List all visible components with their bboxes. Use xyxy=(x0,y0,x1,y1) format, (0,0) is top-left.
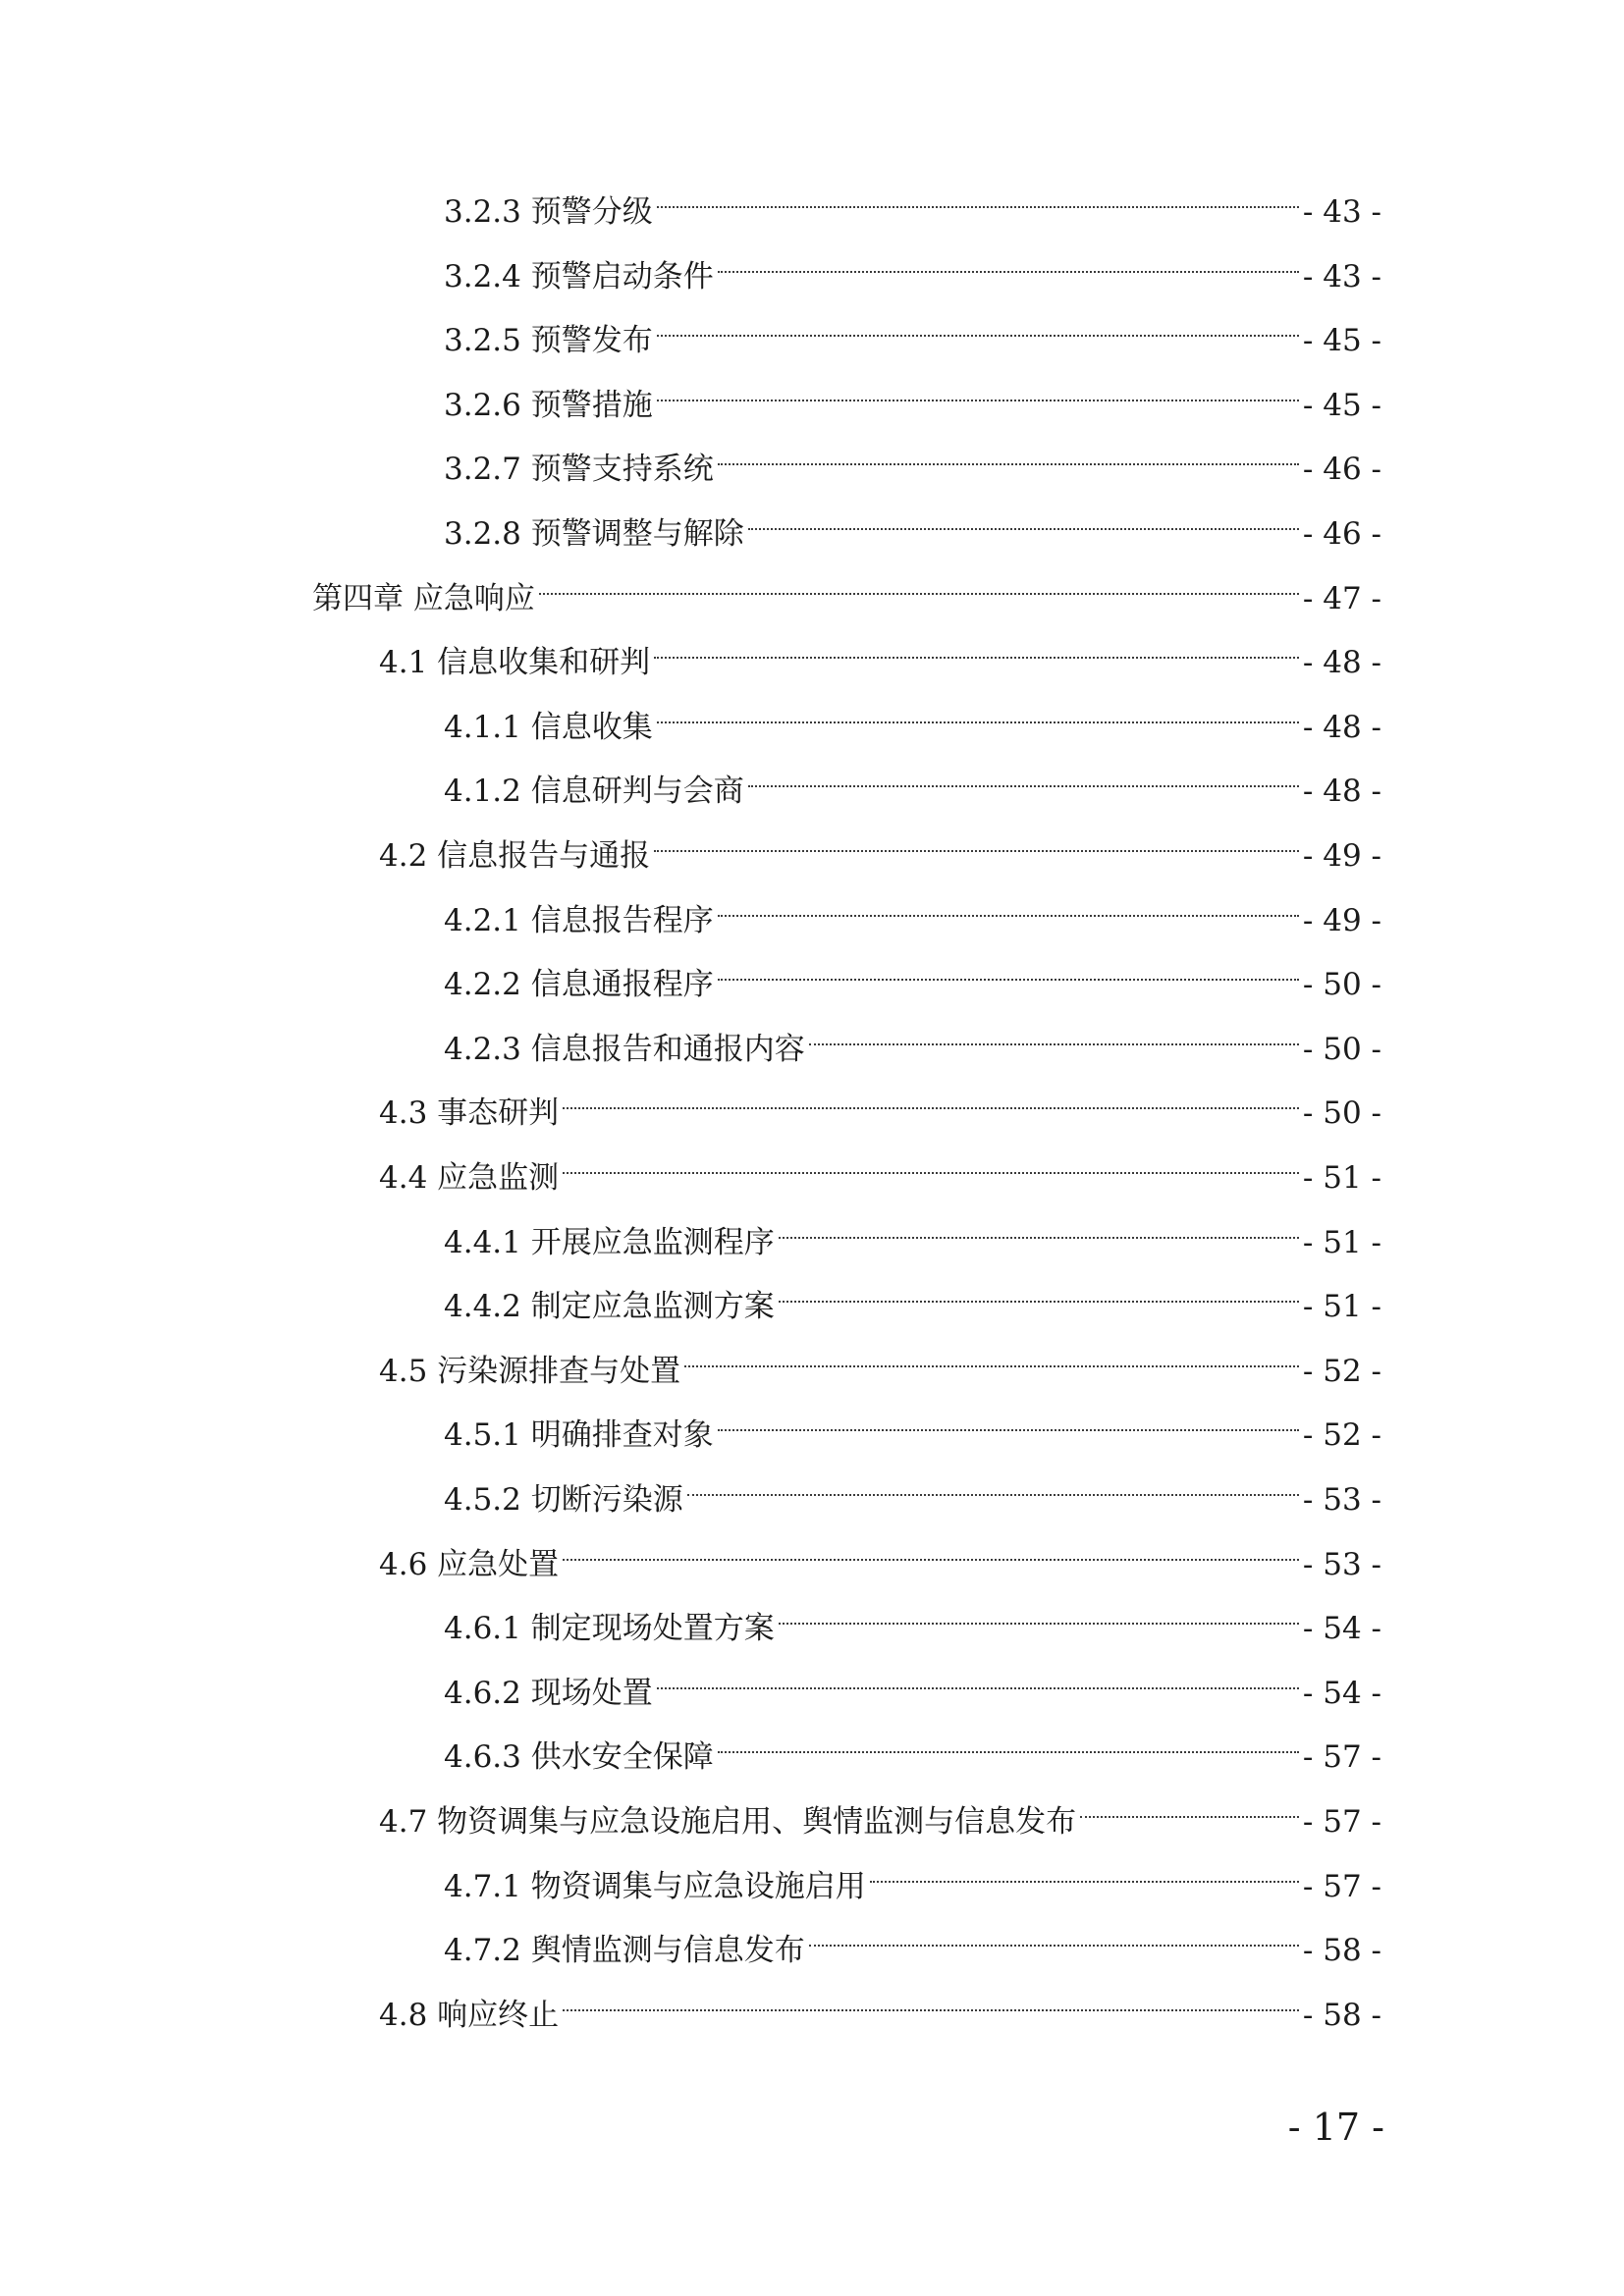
toc-entry[interactable] xyxy=(379,1326,1381,1389)
toc-entry-page: - 51 - xyxy=(1302,1289,1381,1325)
toc-entry-page: - 58 - xyxy=(1302,1997,1381,2033)
toc-entry-title: 3.2.3 预警分级 xyxy=(444,194,653,230)
toc-entry-title: 第四章 应急响应 xyxy=(312,580,535,616)
toc-entry-page: - 57 - xyxy=(1302,1739,1381,1776)
toc-entry-title: 4.2.2 信息通报程序 xyxy=(444,967,714,1003)
toc-entry-title: 3.2.8 预警调整与解除 xyxy=(444,516,744,552)
toc-entry[interactable] xyxy=(444,1712,1381,1776)
toc-entry-page: - 48 - xyxy=(1302,709,1381,745)
toc-entry[interactable] xyxy=(444,1648,1381,1711)
toc-entry-title: 4.5.2 切断污染源 xyxy=(444,1482,683,1518)
toc-entry-title: 4.7 物资调集与应急设施启用、舆情监测与信息发布 xyxy=(379,1804,1077,1840)
toc-entry-title: 4.1 信息收集和研判 xyxy=(379,645,651,681)
toc-entry[interactable] xyxy=(312,554,1381,616)
toc-dot-leader xyxy=(657,682,1299,737)
toc-dot-leader xyxy=(1080,1777,1299,1832)
toc-entry-title: 4.3 事态研判 xyxy=(379,1095,560,1132)
toc-entry[interactable] xyxy=(444,232,1381,294)
toc-entry-title: 4.2 信息报告与通报 xyxy=(379,838,651,874)
toc-dot-leader xyxy=(563,1970,1299,2025)
toc-dot-leader xyxy=(718,1390,1299,1445)
toc-entry[interactable] xyxy=(444,360,1381,423)
toc-entry-title: 4.6.2 现场处置 xyxy=(444,1675,653,1711)
toc-entry[interactable] xyxy=(379,1520,1381,1582)
toc-entry-title: 3.2.7 预警支持系统 xyxy=(444,452,714,488)
toc-entry[interactable] xyxy=(379,811,1381,874)
toc-entry-title: 4.6.1 制定现场处置方案 xyxy=(444,1611,775,1647)
toc-entry-page: - 50 - xyxy=(1302,1095,1381,1132)
toc-entry-title: 4.5 污染源排查与处置 xyxy=(379,1353,681,1389)
toc-entry-title: 4.4 应急监测 xyxy=(379,1160,560,1196)
toc-entry-title: 4.2.1 信息报告程序 xyxy=(444,902,714,938)
toc-entry-title: 4.6.3 供水安全保障 xyxy=(444,1739,714,1776)
toc-dot-leader xyxy=(657,295,1299,350)
toc-entry[interactable] xyxy=(444,167,1381,230)
toc-entry-page: - 49 - xyxy=(1302,902,1381,938)
toc-entry-page: - 52 - xyxy=(1302,1417,1381,1454)
toc-dot-leader xyxy=(779,1261,1299,1316)
toc-entry-title: 4.4.2 制定应急监测方案 xyxy=(444,1289,775,1325)
toc-entry[interactable] xyxy=(444,1261,1381,1325)
toc-entry[interactable] xyxy=(379,617,1381,681)
toc-entry-title: 3.2.4 预警启动条件 xyxy=(444,258,714,294)
toc-dot-leader xyxy=(779,1583,1299,1638)
toc-entry-page: - 52 - xyxy=(1302,1353,1381,1389)
page-number: - 17 - xyxy=(1287,2106,1384,2149)
toc-dot-leader xyxy=(718,939,1299,994)
toc-entry-title: 4.5.1 明确排查对象 xyxy=(444,1417,714,1454)
toc-entry[interactable] xyxy=(379,1970,1381,2033)
toc-dot-leader xyxy=(718,876,1299,931)
toc-entry[interactable] xyxy=(444,876,1381,938)
toc-entry-title: 4.4.1 开展应急监测程序 xyxy=(444,1224,775,1260)
toc-entry-page: - 49 - xyxy=(1302,838,1381,874)
toc-dot-leader xyxy=(687,1455,1299,1510)
toc-entry-page: - 51 - xyxy=(1302,1160,1381,1196)
toc-entry-page: - 46 - xyxy=(1302,516,1381,552)
toc-dot-leader xyxy=(870,1842,1299,1896)
toc-entry[interactable] xyxy=(444,1198,1381,1260)
toc-entry-title: 3.2.6 预警措施 xyxy=(444,387,653,423)
toc-entry[interactable] xyxy=(444,1004,1381,1067)
toc-entry-title: 4.7.2 舆情监测与信息发布 xyxy=(444,1933,805,1969)
toc-dot-leader xyxy=(684,1326,1299,1381)
toc-entry-page: - 47 - xyxy=(1302,580,1381,616)
toc-entry[interactable] xyxy=(444,1905,1381,1969)
toc-entry-page: - 50 - xyxy=(1302,1031,1381,1067)
toc-dot-leader xyxy=(809,1004,1299,1059)
toc-entry[interactable] xyxy=(379,1133,1381,1196)
toc-dot-leader xyxy=(657,1648,1299,1703)
toc-entry-page: - 48 - xyxy=(1302,645,1381,681)
toc-dot-leader xyxy=(718,232,1299,287)
toc-entry[interactable] xyxy=(379,1777,1381,1840)
toc-entry-page: - 43 - xyxy=(1302,258,1381,294)
toc-entry[interactable] xyxy=(444,1455,1381,1518)
toc-entry-page: - 57 - xyxy=(1302,1868,1381,1904)
toc-entry[interactable] xyxy=(444,939,1381,1003)
toc-dot-leader xyxy=(654,617,1299,672)
toc-dot-leader xyxy=(718,1712,1299,1767)
toc-entry-title: 4.8 响应终止 xyxy=(379,1997,560,2033)
toc-entry[interactable] xyxy=(444,424,1381,488)
toc-dot-leader xyxy=(563,1068,1299,1123)
toc-entry-title: 4.2.3 信息报告和通报内容 xyxy=(444,1031,805,1067)
toc-entry-page: - 53 - xyxy=(1302,1546,1381,1582)
toc-entry-page: - 58 - xyxy=(1302,1933,1381,1969)
toc-entry[interactable] xyxy=(379,1068,1381,1132)
toc-dot-leader xyxy=(657,167,1299,222)
toc-entry-title: 4.1.1 信息收集 xyxy=(444,709,653,745)
toc-entry-title: 3.2.5 预警发布 xyxy=(444,323,653,359)
toc-dot-leader xyxy=(718,424,1299,479)
toc-entry-page: - 53 - xyxy=(1302,1482,1381,1518)
toc-entry-title: 4.1.2 信息研判与会商 xyxy=(444,774,744,810)
toc-entry[interactable] xyxy=(444,1583,1381,1647)
toc-dot-leader xyxy=(809,1905,1299,1960)
toc-entry[interactable] xyxy=(444,682,1381,745)
toc-dot-leader xyxy=(563,1133,1299,1188)
toc-dot-leader xyxy=(748,489,1299,544)
toc-entry-page: - 51 - xyxy=(1302,1224,1381,1260)
toc-entry-title: 4.6 应急处置 xyxy=(379,1546,560,1582)
toc-dot-leader xyxy=(748,746,1299,801)
toc-dot-leader xyxy=(563,1520,1299,1575)
toc-dot-leader xyxy=(539,554,1299,609)
toc-entry-page: - 45 - xyxy=(1302,323,1381,359)
toc-entry-page: - 54 - xyxy=(1302,1611,1381,1647)
toc-entry-page: - 54 - xyxy=(1302,1675,1381,1711)
toc-dot-leader xyxy=(657,360,1299,415)
toc-entry-page: - 48 - xyxy=(1302,774,1381,810)
toc-entry-title: 4.7.1 物资调集与应急设施启用 xyxy=(444,1868,866,1904)
toc-entry-page: - 46 - xyxy=(1302,452,1381,488)
toc-entry[interactable] xyxy=(444,295,1381,359)
toc-dot-leader xyxy=(779,1198,1299,1253)
toc-entry-page: - 43 - xyxy=(1302,194,1381,230)
toc-entry[interactable] xyxy=(444,1842,1381,1904)
toc-dot-leader xyxy=(654,811,1299,866)
toc-entry-page: - 57 - xyxy=(1302,1804,1381,1840)
toc-entry[interactable] xyxy=(444,1390,1381,1454)
toc-entry[interactable] xyxy=(444,489,1381,552)
toc-entry-page: - 50 - xyxy=(1302,967,1381,1003)
toc-entry[interactable] xyxy=(444,746,1381,810)
toc-entry-page: - 45 - xyxy=(1302,387,1381,423)
